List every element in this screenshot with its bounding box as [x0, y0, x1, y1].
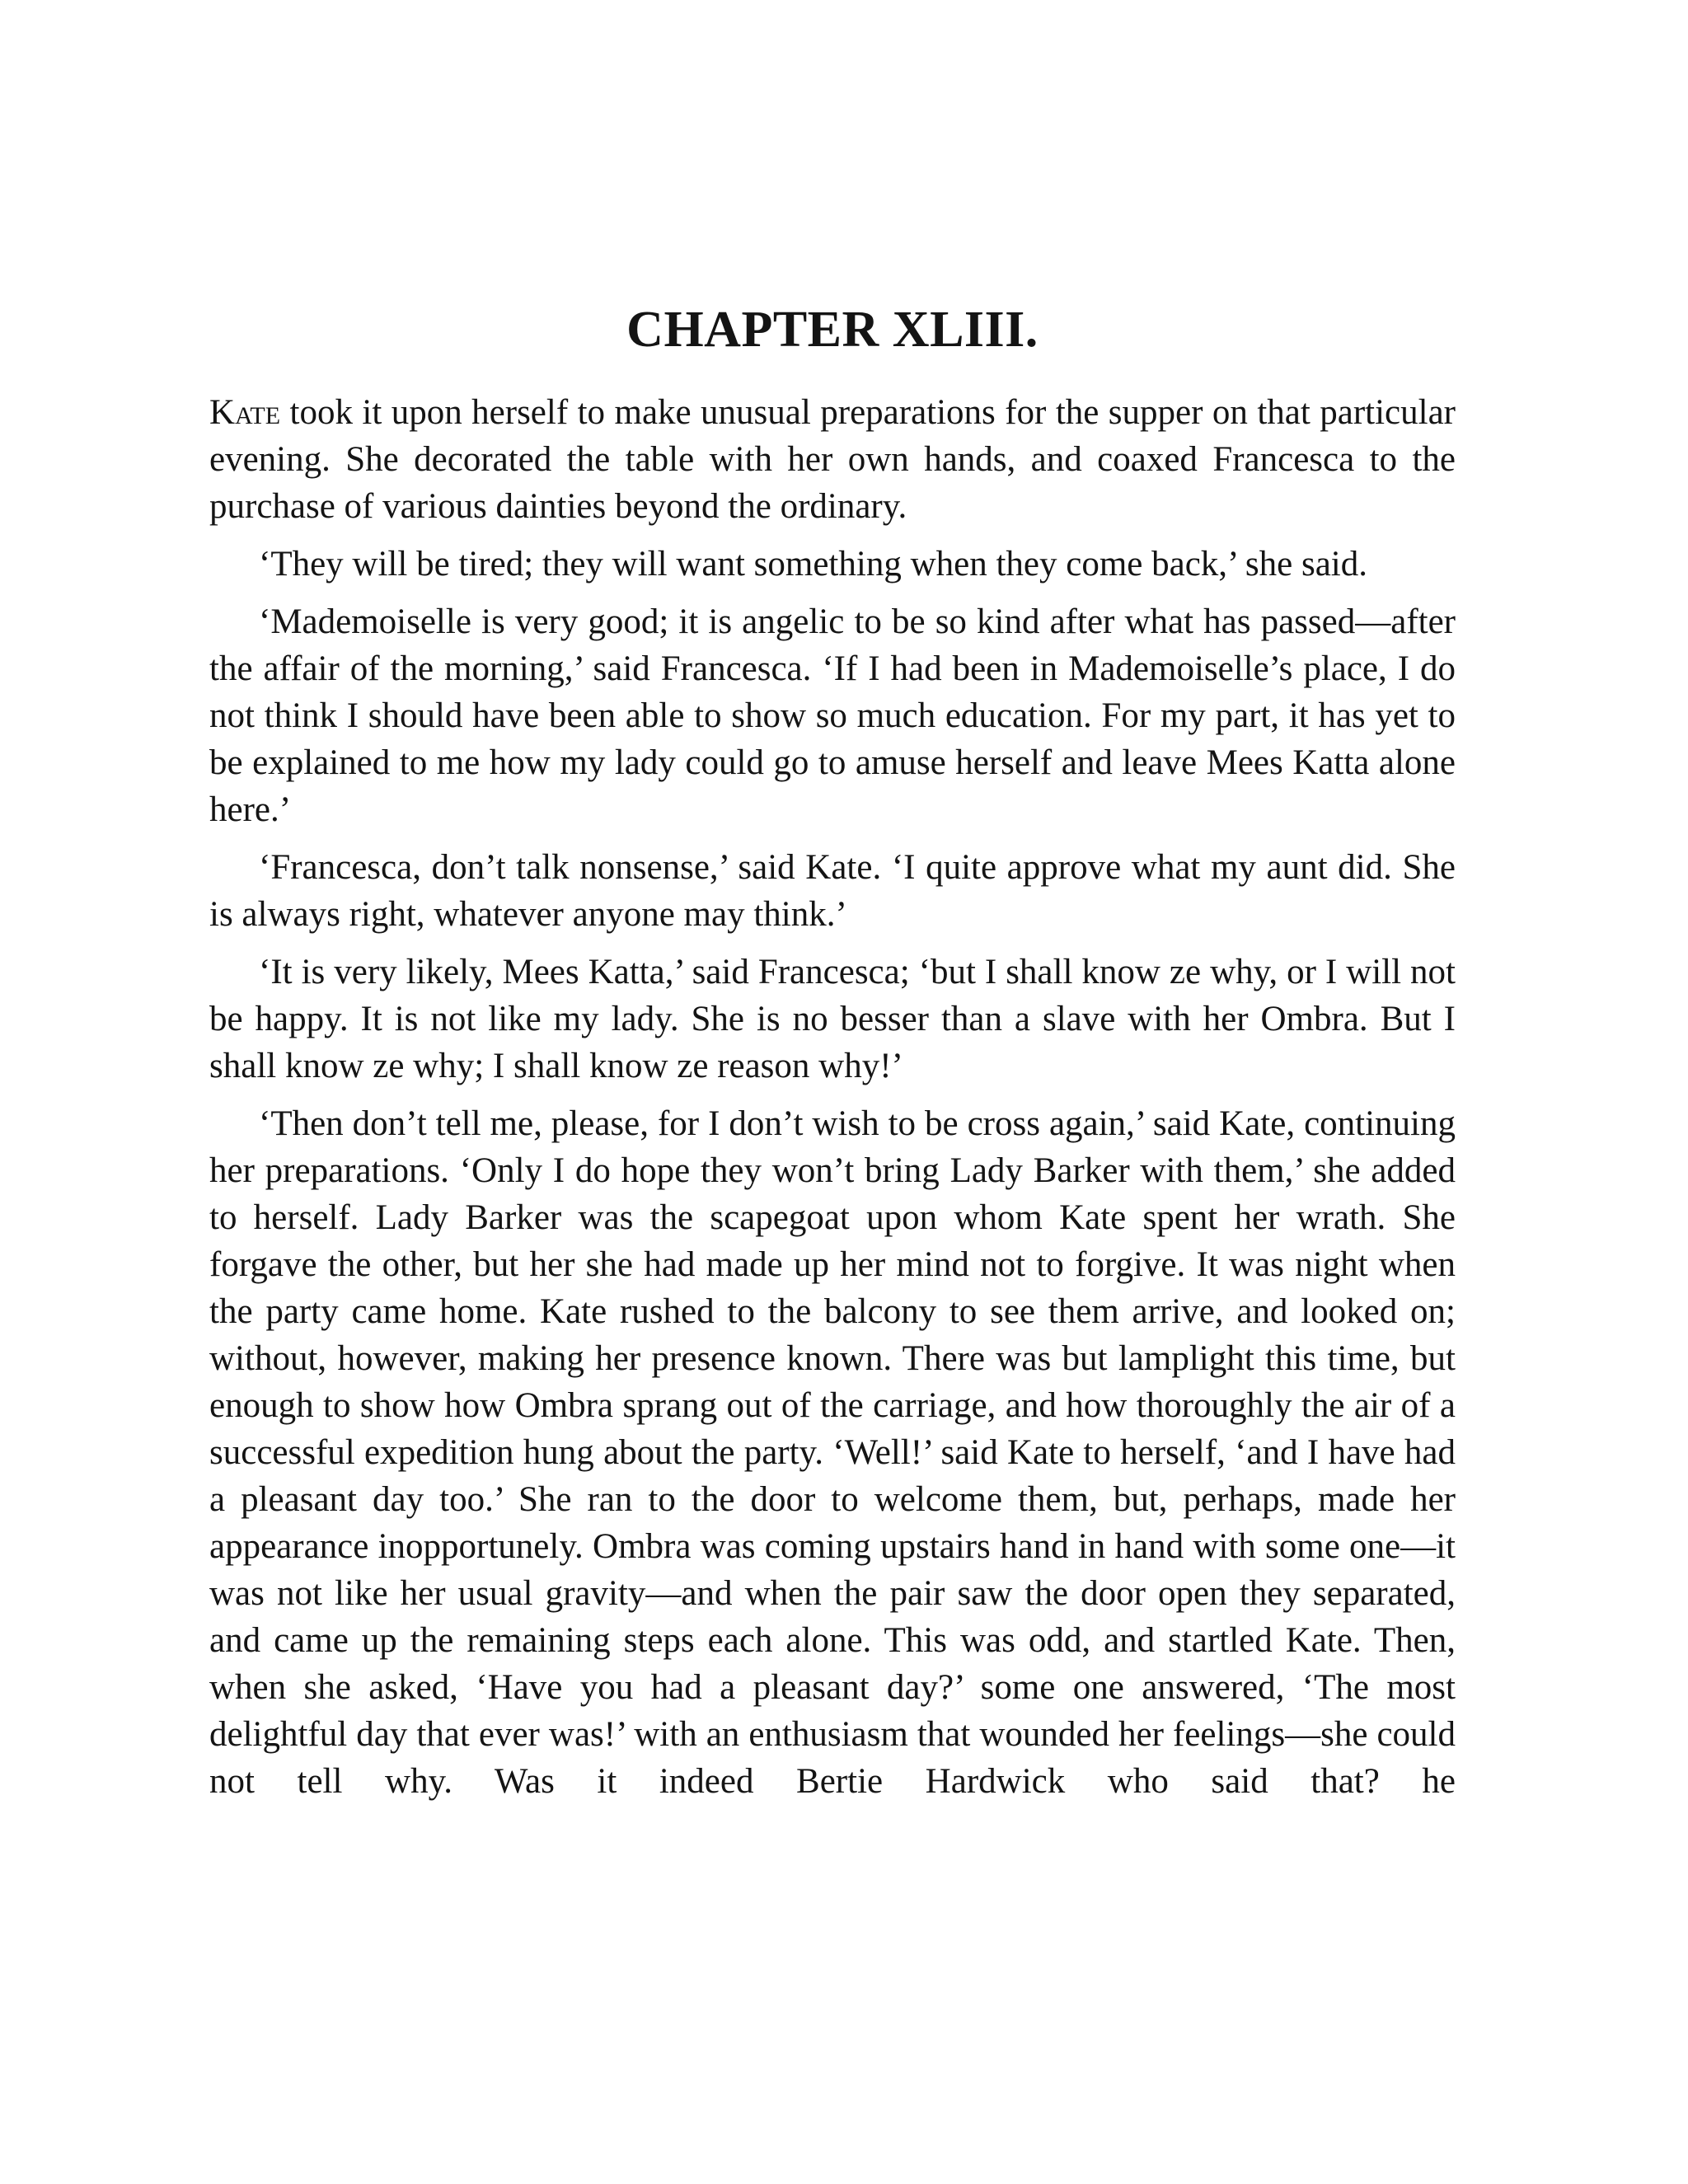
chapter-title: CHAPTER XLIII. — [626, 302, 1039, 358]
paragraph-lead-smallcaps: Kate — [209, 393, 281, 432]
paragraph-4: ‘Francesca, don’t talk nonsense,’ said Kate. ‘I quite approve what my aunt did. She is always right, whatever anyone may think.’ — [209, 848, 1456, 934]
paragraph-text: took it upon herself to make unusual preparations for the supper on that particular evening. She decorated the table with her own hands, and coaxed Francesca to the purchase of various dainties beyond the ordinary. — [209, 393, 1456, 526]
book-page — [209, 298, 1456, 1805]
paragraph-2: ‘They will be tired; they will want something when they come back,’ she said. — [259, 545, 1367, 583]
paragraph-5: ‘It is very likely, Mees Katta,’ said Francesca; ‘but I shall know ze why, or I will not be happy. It is not like my lady. She is no besser than a slave with her Ombra. But I shall know ze why; I shall know ze reason why!’ — [209, 953, 1456, 1085]
paragraph-3: ‘Mademoiselle is very good; it is angelic to be so kind after what has passed—after the affair of the morning,’ said Francesca. ‘If I had been in Mademoiselle’s place, I do not think I should have been able to show so much education. For my part, it has yet to be explained to me how my lady could go to amuse herself and leave Mees Katta alone here.’ — [209, 602, 1456, 829]
paragraph-6: ‘Then don’t tell me, please, for I don’t wish to be cross again,’ said Kate, continuing her preparations. ‘Only I do hope they won’t bring Lady Barker with them,’ she added to herself. Lady Barker was the scapegoat upon whom Kate spent her wrath. She forgave the other, but her she had made up her mind not to forgive. It was night when the party came home. Kate rushed to the balcony to see them arrive, and looked on; without, however, making her presence known. There was but lamplight this time, but enough to show how Ombra sprang out of the carriage, and how thoroughly the air of a successful expedition hung about the party. ‘Well!’ said Kate to herself, ‘and I have had a pleasant day too.’ She ran to the door to welcome them, but, perhaps, made her appearance inopportunely. Ombra was coming upstairs hand in hand with some one—it was not like her usual gravity—and when the pair saw the door open they separated, and came up the remaining steps each alone. This was odd, and startled Kate. Then, when she asked, ‘Have you had a pleasant day?’ some one answered, ‘The most delightful day that ever was!’ with an enthusiasm that wounded her feelings—she could not tell why. Was it indeed Bertie Hardwick who said that? he — [209, 1104, 1456, 1801]
paragraph-1 — [209, 389, 1456, 530]
